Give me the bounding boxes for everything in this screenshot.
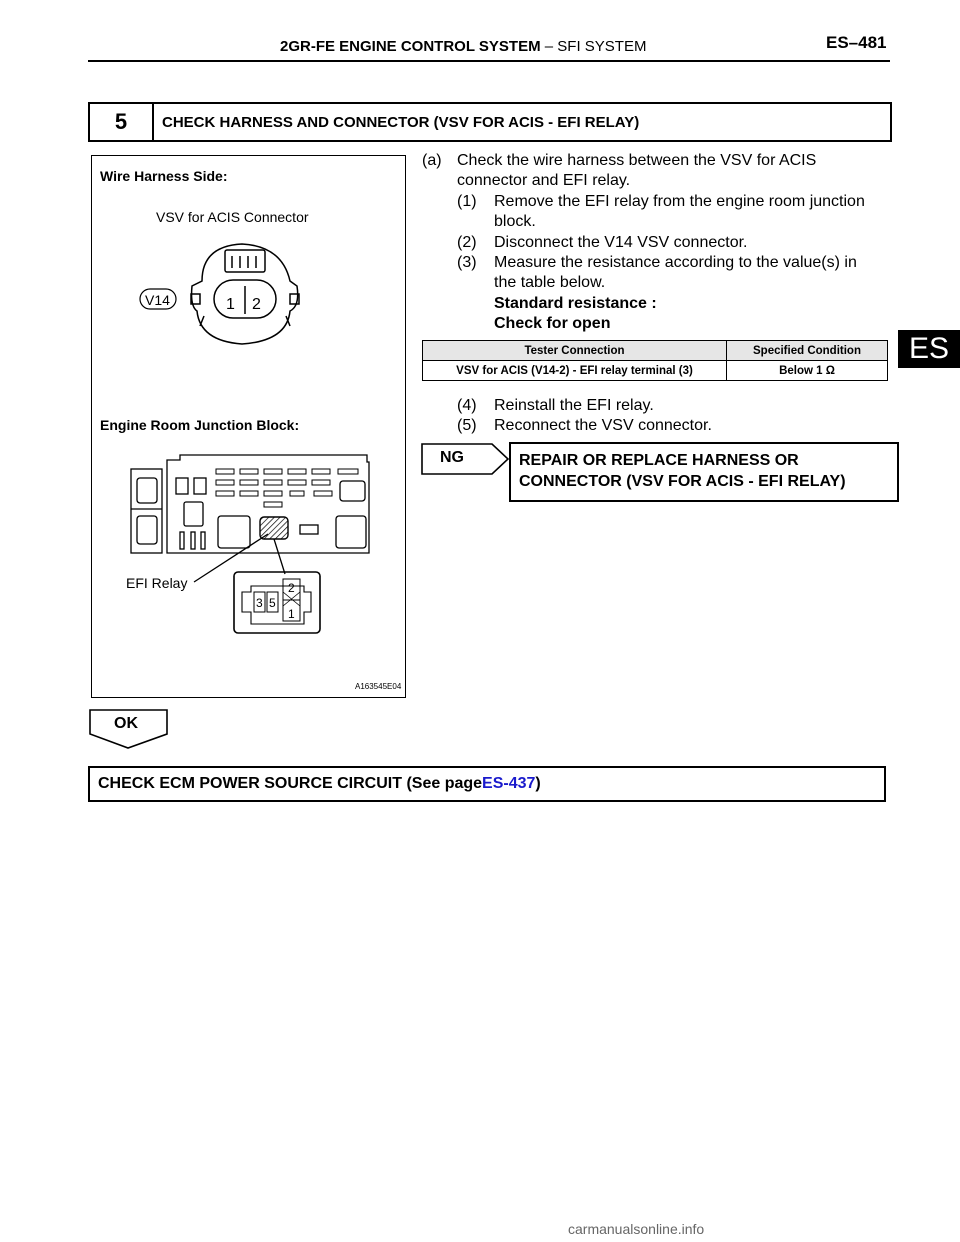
junction-block-drawing bbox=[131, 455, 369, 553]
footer-watermark: carmanualsonline.info bbox=[568, 1221, 705, 1237]
vsv-connector-label: VSV for ACIS Connector bbox=[156, 209, 309, 225]
table-header-cell: Specified Condition bbox=[727, 341, 888, 361]
header-rule bbox=[88, 60, 890, 62]
relay-pin-1: 1 bbox=[288, 607, 295, 621]
substep-1-line1: Remove the EFI relay from the engine room junction bbox=[494, 193, 865, 210]
repair-line1: REPAIR OR REPLACE HARNESS OR bbox=[519, 452, 799, 469]
check-for-open-label: Check for open bbox=[494, 315, 611, 332]
pin-1-label: 1 bbox=[226, 296, 235, 313]
table-header-row bbox=[423, 341, 888, 361]
page-link[interactable]: ES-437 bbox=[482, 775, 536, 792]
fuse-slots bbox=[216, 469, 358, 507]
table-cell: Below 1 Ω bbox=[727, 361, 888, 381]
substep-3-line2: the table below. bbox=[494, 274, 606, 291]
efi-relay-label: EFI Relay bbox=[126, 575, 188, 591]
relay-pin-2: 2 bbox=[288, 581, 295, 595]
substep-2-marker: (2) bbox=[457, 234, 477, 251]
vsv-connector-drawing bbox=[191, 244, 299, 344]
step-a-marker: (a) bbox=[422, 152, 442, 169]
step-a-line1: Check the wire harness between the VSV for ACIS bbox=[457, 152, 817, 169]
substep-3-marker: (3) bbox=[457, 254, 477, 271]
wire-harness-label: Wire Harness Side: bbox=[100, 168, 228, 184]
wiring-figure bbox=[91, 155, 406, 698]
repair-box bbox=[509, 442, 899, 502]
ng-arrow bbox=[420, 442, 512, 476]
relay-pin-5: 5 bbox=[269, 596, 276, 610]
step-header bbox=[88, 102, 892, 142]
spec-table bbox=[422, 340, 888, 381]
substep-1-marker: (1) bbox=[457, 193, 477, 210]
substep-1-line2: block. bbox=[494, 213, 536, 230]
relay-pin-3: 3 bbox=[256, 596, 263, 610]
ng-label: NG bbox=[440, 449, 464, 466]
table-header-cell: Tester Connection bbox=[423, 341, 727, 361]
substep-2-line1: Disconnect the V14 VSV connector. bbox=[494, 234, 748, 251]
figure-id: A163545E04 bbox=[355, 682, 402, 691]
step-number: 5 bbox=[90, 104, 154, 140]
connector-id-label: V14 bbox=[145, 292, 170, 308]
next-check-box bbox=[88, 766, 886, 802]
substep-5-marker: (5) bbox=[457, 417, 477, 434]
page-number: ES–481 bbox=[826, 33, 887, 52]
substep-5-line1: Reconnect the VSV connector. bbox=[494, 417, 712, 434]
next-check-close: ) bbox=[535, 775, 541, 792]
figure-drawing bbox=[92, 156, 405, 697]
substep-4-marker: (4) bbox=[457, 397, 477, 414]
relay-pinout-drawing bbox=[234, 572, 320, 633]
page-header-title: 2GR-FE ENGINE CONTROL SYSTEM – SFI SYSTEM bbox=[280, 38, 647, 55]
junction-block-label: Engine Room Junction Block: bbox=[100, 417, 300, 433]
table-cell: VSV for ACIS (V14-2) - EFI relay terminal (3) bbox=[423, 361, 727, 381]
pin-2-label: 2 bbox=[252, 296, 261, 313]
standard-resistance-label: Standard resistance : bbox=[494, 295, 657, 312]
ok-label: OK bbox=[114, 715, 138, 732]
step-title: CHECK HARNESS AND CONNECTOR (VSV FOR ACIS - EFI RELAY) bbox=[162, 113, 640, 131]
leader-lines bbox=[194, 534, 285, 582]
table-row bbox=[423, 361, 888, 381]
repair-line2: CONNECTOR (VSV FOR ACIS - EFI RELAY) bbox=[519, 473, 846, 490]
substep-3-line1: Measure the resistance according to the value(s) in bbox=[494, 254, 857, 271]
substep-4-line1: Reinstall the EFI relay. bbox=[494, 397, 654, 414]
next-check-text: CHECK ECM POWER SOURCE CIRCUIT (See page bbox=[98, 775, 483, 792]
step-a-line2: connector and EFI relay. bbox=[457, 172, 631, 189]
section-tab[interactable]: ES bbox=[898, 330, 960, 368]
